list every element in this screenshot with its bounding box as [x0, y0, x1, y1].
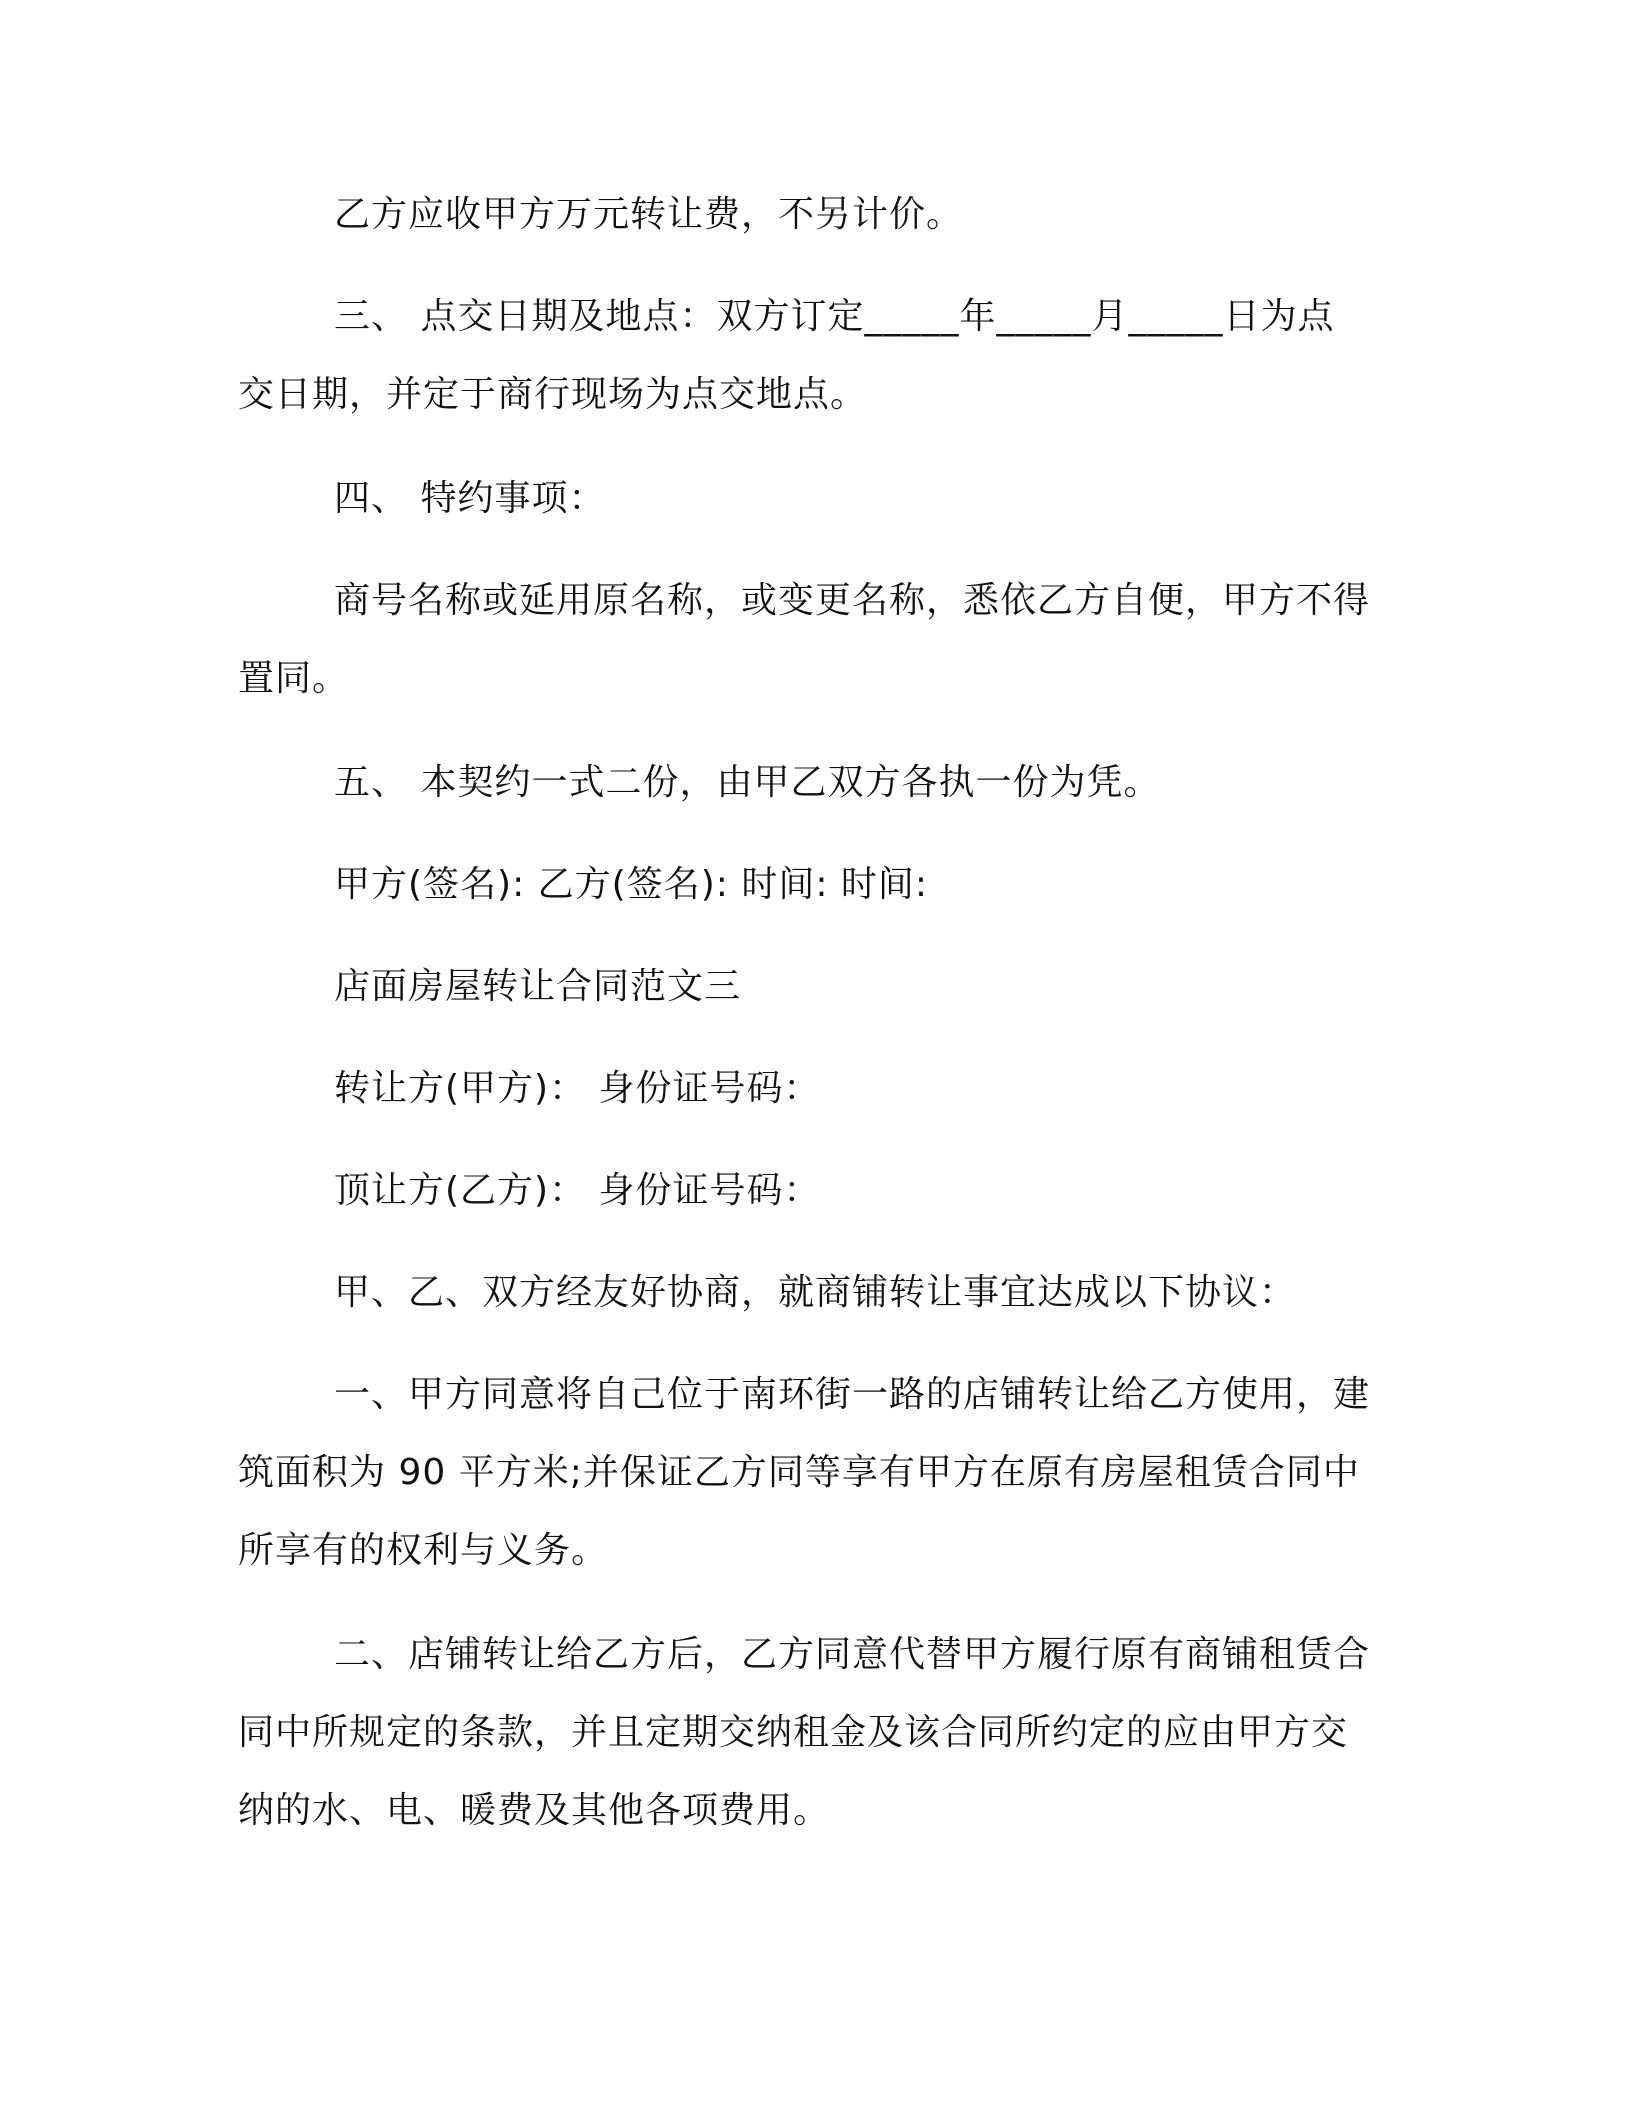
- paragraph-signatures: [238, 846, 1378, 924]
- paragraph-line: 甲、乙、双方经友好协商，就商铺转让事宜达成以下协议：: [334, 1272, 1297, 1313]
- paragraph-line: 五、 本契约一式二份，由甲乙双方各执一份为凭。: [334, 762, 1161, 803]
- paragraph-line: 店面房屋转让合同范文三: [334, 966, 742, 1007]
- paragraph-line: 顶让方(乙方)： 身份证号码：: [334, 1170, 821, 1211]
- paragraph-line: 筑面积为 90 平方米;并保证乙方同等享有甲方在原有房屋租赁合同中: [238, 1452, 1360, 1493]
- paragraph-line: 四、 特约事项：: [334, 478, 606, 519]
- paragraph-agreement-intro: [238, 1254, 1378, 1332]
- paragraph-transfer-fee: [238, 176, 1378, 254]
- paragraph-transferor: [238, 1050, 1378, 1128]
- paragraph-line: 三、 点交日期及地点：双方订定_____年_____月_____日为点: [334, 296, 1335, 337]
- paragraph-line: 置同。: [238, 658, 350, 699]
- paragraph-transferee: [238, 1152, 1378, 1230]
- paragraph-line: 二、店铺转让给乙方后，乙方同意代替甲方履行原有商铺租赁合: [334, 1634, 1371, 1675]
- paragraph-clause-one: [238, 1356, 1378, 1590]
- paragraph-line: 所享有的权利与义务。: [238, 1530, 609, 1571]
- paragraph-line: 商号名称或延用原名称，或变更名称，悉依乙方自便，甲方不得: [334, 580, 1371, 621]
- paragraph-special-terms-heading: [238, 460, 1378, 538]
- paragraph-line: 甲方(签名): 乙方(签名): 时间: 时间:: [334, 864, 929, 905]
- paragraph-line: 转让方(甲方)： 身份证号码：: [334, 1068, 821, 1109]
- paragraph-clause-two: [238, 1616, 1378, 1850]
- paragraph-line: 纳的水、电、暖费及其他各项费用。: [238, 1790, 831, 1831]
- paragraph-handover-date: [238, 278, 1378, 434]
- paragraph-line: 同中所规定的条款，并且定期交纳租金及该合同所约定的应由甲方交: [238, 1712, 1349, 1753]
- paragraph-trade-name: [238, 562, 1378, 718]
- paragraph-line: 交日期，并定于商行现场为点交地点。: [238, 374, 868, 415]
- paragraph-copies: [238, 744, 1378, 822]
- paragraph-line: 一、甲方同意将自己位于南环街一路的店铺转让给乙方使用，建: [334, 1374, 1371, 1415]
- paragraph-line: 乙方应收甲方万元转让费，不另计价。: [334, 194, 964, 235]
- section-title: [238, 948, 1378, 1026]
